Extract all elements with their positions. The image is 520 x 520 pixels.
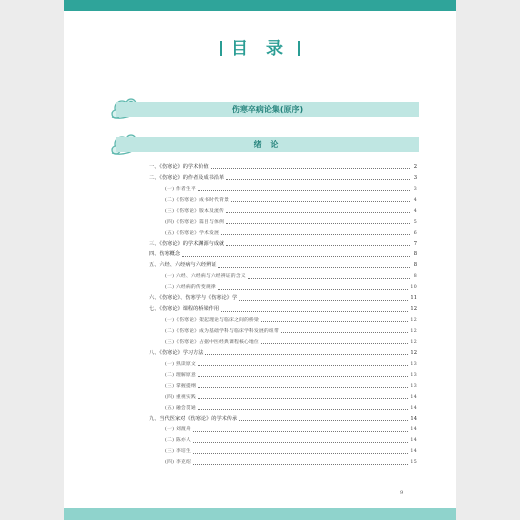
toc-entry-page: 12 bbox=[410, 318, 417, 324]
toc-entry-page: 5 bbox=[413, 219, 417, 225]
toc-entry-page: 14 bbox=[410, 405, 417, 411]
toc-entry[interactable] bbox=[149, 455, 417, 466]
toc-entry-page: 3 bbox=[413, 186, 417, 192]
toc-entry[interactable] bbox=[149, 302, 417, 313]
toc-entry-title: 一、《伤寒论》的学术价值 bbox=[149, 163, 209, 170]
toc-leader-dots bbox=[226, 212, 410, 213]
toc-leader-dots bbox=[198, 190, 410, 191]
toc-entry-page: 14 bbox=[410, 415, 417, 422]
toc-entry-title: 三、《伤寒论》的学术渊源与成就 bbox=[149, 240, 225, 247]
toc-leader-dots bbox=[205, 354, 408, 355]
toc-leader-dots bbox=[226, 245, 410, 246]
toc-entry-page: 14 bbox=[410, 449, 417, 455]
toc-entry-title: 九、当代医家对《伤寒论》的学术传承 bbox=[149, 415, 238, 422]
toc-entry[interactable] bbox=[149, 258, 417, 269]
toc-entry[interactable] bbox=[149, 291, 417, 302]
toc-entry[interactable] bbox=[149, 215, 417, 226]
toc-entry-title: (四) 重视实践 bbox=[165, 394, 196, 400]
toc-leader-dots bbox=[193, 464, 408, 465]
toc-entry[interactable] bbox=[149, 324, 417, 335]
toc-entry[interactable] bbox=[149, 280, 417, 291]
toc-entry-title: (一) 作者生平 bbox=[165, 186, 196, 192]
toc-leader-dots bbox=[231, 201, 410, 202]
toc-leader-dots bbox=[226, 223, 410, 224]
toc-entry-page: 15 bbox=[410, 460, 417, 466]
toc-entry-title: (一) 六经、六经病与六经辨证的含义 bbox=[165, 274, 246, 280]
toc-entry[interactable] bbox=[149, 193, 417, 204]
toc-entry-page: 2 bbox=[413, 163, 417, 170]
toc-entry-title: (一) 熟读原文 bbox=[165, 361, 196, 367]
toc-entry-title: (二) 六经病的传变规律 bbox=[165, 285, 216, 291]
toc-entry-title: 七、《伤寒论》课程的桥梁作用 bbox=[149, 306, 220, 313]
toc-entry[interactable] bbox=[149, 226, 417, 237]
toc-leader-dots bbox=[198, 398, 408, 399]
toc-entry[interactable] bbox=[149, 412, 417, 423]
toc-entry[interactable] bbox=[149, 401, 417, 412]
toc-entry-page: 3 bbox=[413, 174, 417, 181]
toc-entry-title: 八、《伤寒论》学习方法 bbox=[149, 349, 204, 356]
toc-entry-title: 六、《伤寒论》、伤寒学与《伤寒论》学 bbox=[149, 295, 238, 302]
toc-entry[interactable] bbox=[149, 346, 417, 357]
toc-entry-page: 4 bbox=[413, 208, 417, 214]
preface-banner[interactable]: 伤寒卒病论集(原序) bbox=[116, 102, 419, 117]
toc-entry[interactable] bbox=[149, 204, 417, 215]
toc-entry-page: 12 bbox=[410, 349, 417, 356]
top-color-band bbox=[64, 0, 456, 11]
toc-entry-title: 四、伤寒概念 bbox=[149, 251, 181, 258]
toc-leader-dots bbox=[193, 453, 408, 454]
toc-entry-page: 14 bbox=[410, 427, 417, 433]
toc-entry-page: 13 bbox=[410, 383, 417, 389]
toc-leader-dots bbox=[221, 311, 408, 312]
toc-heading-text: 目 录 bbox=[231, 39, 289, 59]
toc-entry-page: 8 bbox=[413, 262, 417, 269]
toc-entry-title: (五)《伤寒论》学术发展 bbox=[165, 230, 220, 236]
toc-entry-title: (三)《伤寒论》版本及流传 bbox=[165, 208, 225, 214]
toc-leader-dots bbox=[221, 234, 410, 235]
toc-leader-dots bbox=[261, 343, 408, 344]
toc-leader-dots bbox=[248, 278, 410, 279]
toc-entry-page: 12 bbox=[410, 329, 417, 334]
toc-entry[interactable] bbox=[149, 269, 417, 280]
toc-leader-dots bbox=[239, 420, 408, 421]
toc-leader-dots bbox=[211, 168, 410, 169]
toc-entry[interactable] bbox=[149, 182, 417, 193]
toc-entry-page: 8 bbox=[413, 251, 417, 258]
toc-entry[interactable] bbox=[149, 357, 417, 368]
toc-entry[interactable] bbox=[149, 160, 417, 171]
toc-entry-title: (一) 刘渡舟 bbox=[165, 427, 191, 433]
bottom-color-band bbox=[64, 508, 456, 520]
toc-entry-page: 6 bbox=[413, 230, 417, 236]
toc-entry-page: 10 bbox=[410, 285, 417, 291]
toc-leader-dots bbox=[198, 376, 408, 377]
toc-leader-dots bbox=[261, 321, 408, 322]
toc-leader-dots bbox=[193, 431, 408, 432]
toc-entry-title: (四)《伤寒论》篇目与体例 bbox=[165, 219, 225, 225]
toc-leader-dots bbox=[239, 300, 408, 301]
introduction-banner[interactable]: 绪 论 bbox=[116, 137, 419, 152]
toc-entry-title: (二) 理解原意 bbox=[165, 372, 196, 378]
toc-entry[interactable] bbox=[149, 423, 417, 434]
toc-entry[interactable] bbox=[149, 237, 417, 248]
toc-leader-dots bbox=[182, 256, 410, 257]
toc-entry-page: 11 bbox=[410, 295, 417, 302]
toc-entry[interactable] bbox=[149, 444, 417, 455]
toc-entry[interactable] bbox=[149, 390, 417, 401]
toc-entry-page: 14 bbox=[410, 394, 417, 400]
toc-entry[interactable] bbox=[149, 313, 417, 324]
toc-entry-title: (三) 掌握提纲 bbox=[165, 383, 196, 389]
toc-entry-title: (四) 李克绍 bbox=[165, 460, 191, 466]
toc-leader-dots bbox=[281, 332, 408, 333]
toc-entry-page: 8 bbox=[413, 274, 417, 280]
toc-entry[interactable] bbox=[149, 248, 417, 259]
toc-leader-dots bbox=[218, 267, 410, 268]
toc-leader-dots bbox=[198, 365, 408, 366]
toc-entry-page: 14 bbox=[410, 438, 417, 444]
page-number: 9 bbox=[400, 490, 404, 496]
toc-entry[interactable] bbox=[149, 433, 417, 444]
toc-entry-title: 二、《伤寒论》的作者及成书沿革 bbox=[149, 174, 225, 181]
toc-entry-title: (五) 融会贯通 bbox=[165, 405, 196, 411]
toc-leader-dots bbox=[198, 409, 408, 410]
toc-entry-title: (三)《伤寒论》占据中医经典课程核心地位 bbox=[165, 339, 260, 345]
toc-entry-title: (二) 陈亦人 bbox=[165, 438, 191, 444]
toc-entry-page: 12 bbox=[410, 339, 417, 345]
toc-leader-dots bbox=[226, 179, 410, 180]
toc-leader-dots bbox=[218, 289, 408, 290]
toc-entry-title: (二)《伤寒论》成书时代背景 bbox=[165, 197, 230, 203]
heading-bar-left bbox=[220, 41, 222, 56]
toc-entry-page: 12 bbox=[410, 306, 417, 313]
toc-entry[interactable] bbox=[149, 335, 417, 346]
toc-entry-title: (二)《伤寒论》成为基础学科与临床学科发展的纽带 bbox=[165, 329, 279, 334]
toc-list bbox=[149, 160, 417, 466]
toc-entry[interactable] bbox=[149, 171, 417, 182]
toc-leader-dots bbox=[193, 442, 408, 443]
toc-entry-page: 13 bbox=[410, 361, 417, 367]
toc-entry-title: (三) 李培生 bbox=[165, 449, 191, 455]
toc-entry-page: 7 bbox=[413, 240, 417, 247]
toc-entry-page: 4 bbox=[413, 197, 417, 203]
toc-entry-title: (一)《伤寒论》架起理论与临床之间的桥梁 bbox=[165, 318, 260, 324]
toc-heading bbox=[0, 34, 520, 59]
toc-entry[interactable] bbox=[149, 379, 417, 390]
heading-bar-right bbox=[298, 41, 300, 56]
toc-entry-page: 13 bbox=[410, 372, 417, 378]
toc-entry[interactable] bbox=[149, 368, 417, 379]
toc-entry-title: 五、六经、六经病与六经辨证 bbox=[149, 262, 217, 269]
toc-leader-dots bbox=[198, 387, 408, 388]
